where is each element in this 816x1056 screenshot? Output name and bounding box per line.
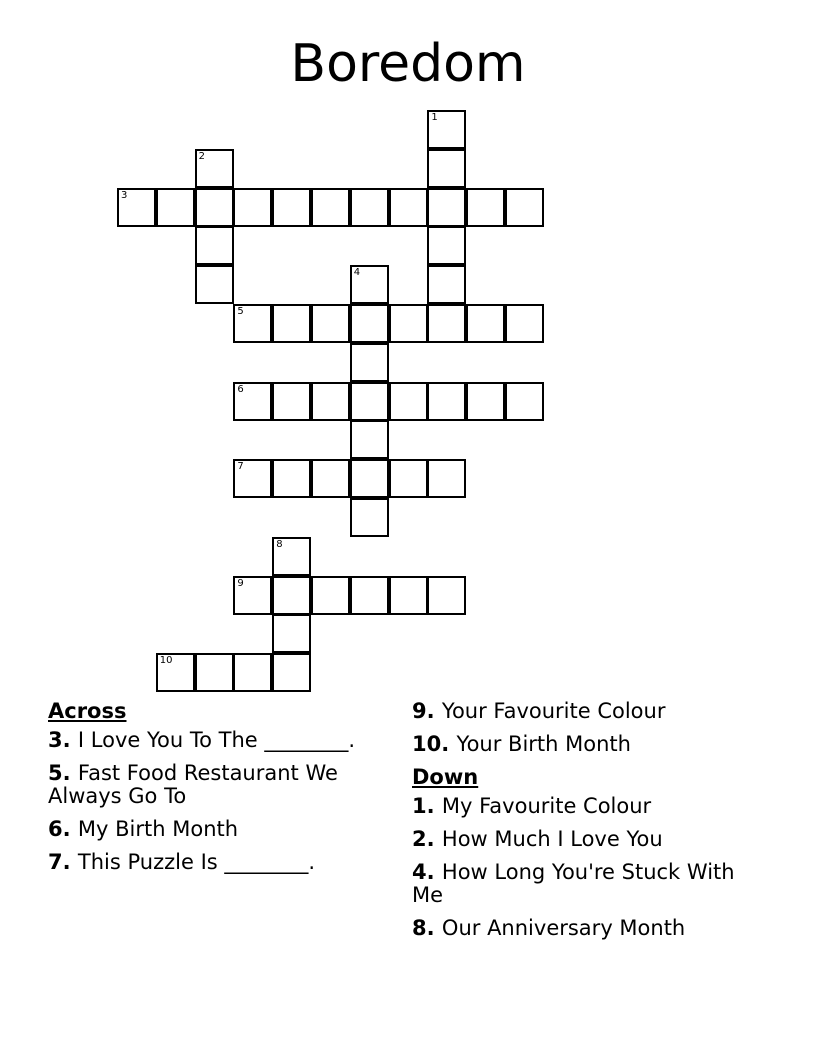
crossword-cell[interactable] [195,653,234,692]
clue-down-4: 4. How Long You're Stuck With Me [412,860,735,907]
clue-number-label: 10 [159,655,173,667]
crossword-cell[interactable] [350,265,389,304]
crossword-cell[interactable] [466,188,505,227]
crossword-cell[interactable] [350,459,389,498]
crossword-cell[interactable] [272,459,311,498]
across-heading: Across [48,699,127,723]
crossword-cell[interactable] [389,576,428,615]
crossword-cell[interactable] [233,382,272,421]
clues-left-column [48,700,388,884]
puzzle-title: Boredom [290,34,526,94]
crossword-cell[interactable] [272,304,311,343]
crossword-cell[interactable] [427,149,466,188]
clue-number: 1 [412,794,427,818]
crossword-cell[interactable] [466,304,505,343]
clue-number-label: 1 [431,112,438,123]
crossword-cell[interactable] [427,226,466,265]
crossword-cell[interactable] [427,382,466,421]
crossword-cell[interactable] [350,420,389,459]
crossword-cell[interactable] [427,110,466,149]
crossword-cell[interactable] [389,459,428,498]
crossword-cell[interactable] [427,576,466,615]
clue-text: My Birth Month [77,817,239,841]
clue-number: 7 [48,850,63,874]
clue-number-label: 7 [237,461,244,473]
clue-down-8: 8. Our Anniversary Month [412,916,686,940]
crossword-cell[interactable] [350,576,389,615]
clue-text: My Favourite Colour [441,794,652,818]
clue-down-2: 2. How Much I Love You [412,827,663,851]
clue-number-label: 9 [237,577,244,589]
crossword-cell[interactable] [233,653,272,692]
crossword-cell[interactable] [195,188,234,227]
clue-number: 6 [48,817,63,841]
crossword-cell[interactable] [272,382,311,421]
crossword-cell[interactable] [272,188,311,227]
crossword-cell[interactable] [272,537,311,576]
crossword-cell[interactable] [233,576,272,615]
clue-text: Our Anniversary Month [441,916,686,940]
clue-text: Your Birth Month [456,732,631,756]
crossword-cell[interactable] [156,653,195,692]
clue-across-5: 5. Fast Food Restaurant We Always Go To [48,761,338,808]
crossword-cell[interactable] [350,382,389,421]
clue-text: I Love You To The ________. [77,728,356,752]
clue-number-label: 2 [198,150,205,162]
crossword-cell[interactable] [505,382,544,421]
crossword-cell[interactable] [389,382,428,421]
clue-down-1: 1. My Favourite Colour [412,794,652,818]
clue-number-label: 3 [121,189,128,201]
crossword-cell[interactable] [195,226,234,265]
crossword-cell[interactable] [233,304,272,343]
clue-number: 9 [412,699,427,723]
crossword-cell[interactable] [505,188,544,227]
clue-text: Fast Food Restaurant We Always Go To [48,761,338,808]
crossword-cell[interactable] [389,304,428,343]
clue-number-label: 6 [237,383,244,395]
crossword-cell[interactable] [427,459,466,498]
clue-number: 3 [48,728,63,752]
crossword-cell[interactable] [466,382,505,421]
crossword-cell[interactable] [389,188,428,227]
crossword-cell[interactable] [233,459,272,498]
clue-across-3: 3. I Love You To The ________. [48,728,356,752]
clue-text: How Much I Love You [441,827,663,851]
down-heading: Down [412,765,479,789]
clue-text: This Puzzle Is ________. [77,850,316,874]
crossword-cell[interactable] [195,265,234,304]
crossword-cell[interactable] [350,304,389,343]
crossword-cell[interactable] [311,576,350,615]
clue-text: How Long You're Stuck With Me [412,860,735,907]
crossword-cell[interactable] [427,265,466,304]
clue-number: 10 [412,732,442,756]
crossword-cell[interactable] [311,382,350,421]
crossword-cell[interactable] [505,304,544,343]
clue-across-6: 6. My Birth Month [48,817,239,841]
clue-number: 8 [412,916,427,940]
crossword-cell[interactable] [311,459,350,498]
clue-text: Your Favourite Colour [441,699,666,723]
crossword-cell[interactable] [350,188,389,227]
clues-right-column [412,700,752,950]
clue-number-label: 5 [237,306,244,317]
crossword-cell[interactable] [195,149,234,188]
crossword-cell[interactable] [272,653,311,692]
crossword-cell[interactable] [272,614,311,653]
clue-number-label: 8 [276,538,283,550]
clue-number: 5 [48,761,63,785]
crossword-cell[interactable] [272,576,311,615]
clue-number: 2 [412,827,427,851]
clue-across-10: 10. Your Birth Month [412,732,631,756]
clue-across-7: 7. This Puzzle Is ________. [48,850,316,874]
clue-across-9: 9. Your Favourite Colour [412,699,666,723]
clue-number-label: 4 [353,267,361,279]
crossword-cell[interactable] [311,304,350,343]
crossword-cell[interactable] [117,188,156,227]
clue-number: 4 [412,860,427,884]
crossword-cell[interactable] [350,343,389,382]
crossword-cell[interactable] [311,188,350,227]
crossword-cell[interactable] [156,188,195,227]
crossword-cell[interactable] [427,304,466,343]
crossword-cell[interactable] [350,498,389,537]
crossword-cell[interactable] [427,188,466,227]
crossword-cell[interactable] [233,188,272,227]
